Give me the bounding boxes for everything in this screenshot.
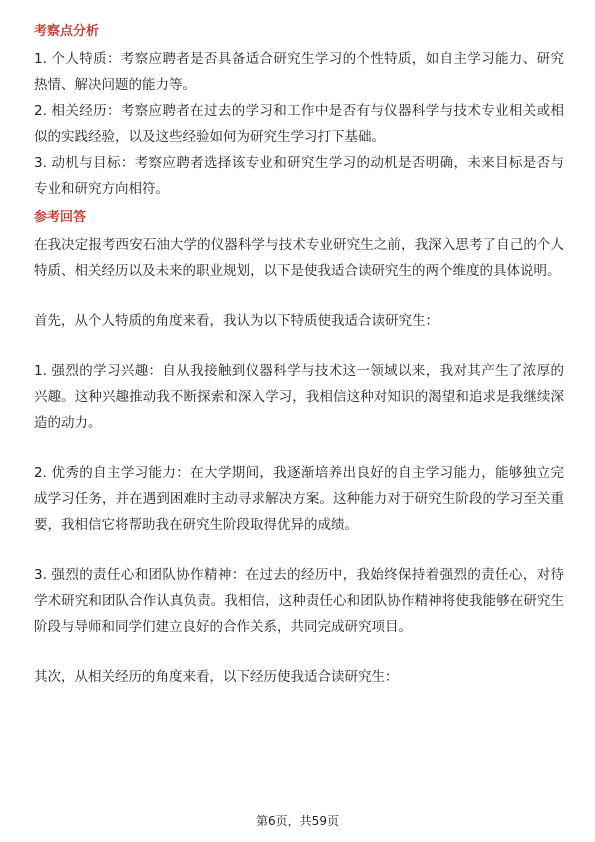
section-heading-answer: 参考回答 [34,210,87,225]
answer-first-point: 首先，从个人特质的角度来看，我认为以下特质使我适合读研究生： [34,313,439,329]
analysis-item-2: 2. 相关经历：考察应聘者在过去的学习和工作中是否有与仪器科学与技术专业相关或相似的实践经验，以及这些经验如何为研究生学习打下基础。 [34,103,564,145]
section-heading-analysis: 考察点分析 [34,24,100,39]
page-number: 第6页，共59页 [256,814,339,828]
trait-item-3: 3. 强烈的责任心和团队协作精神：在过去的经历中，我始终保持着强烈的责任心，对待学术研究和团队合作认真负责。我相信，这种责任心和团队协作精神将使我能够在研究生阶段与导师和同学们建立良好的合作关系，共同完成研究项目。 [34,567,564,635]
answer-second-point: 其次，从相关经历的角度来看，以下经历使我适合读研究生： [34,669,399,685]
trait-item-1: 1. 强烈的学习兴趣：自从我接触到仪器科学与技术这一领域以来，我对其产生了浓厚的兴趣。这种兴趣推动我不断探索和深入学习，我相信这种对知识的渴望和追求是我继续深造的动力。 [34,363,564,431]
analysis-item-3: 3. 动机与目标：考察应聘者选择该专业和研究生学习的动机是否明确，未来目标是否与专业和研究方向相符。 [34,155,564,197]
document-page [34,22,564,690]
answer-intro: 在我决定报考西安石油大学的仪器科学与技术专业研究生之前，我深入思考了自己的个人特质、相关经历以及未来的职业规划，以下是使我适合读研究生的两个维度的具体说明。 [34,237,564,279]
trait-item-2: 2. 优秀的自主学习能力：在大学期间，我逐渐培养出良好的自主学习能力，能够独立完成学习任务，并在遇到困难时主动寻求解决方案。这种能力对于研究生阶段的学习至关重要，我相信它将帮助我在研究生阶段取得优异的成绩。 [34,465,564,533]
spacer [34,538,564,562]
spacer [34,640,564,664]
spacer [34,334,564,358]
spacer [34,436,564,460]
analysis-item-1: 1. 个人特质：考察应聘者是否具备适合研究生学习的个性特质，如自主学习能力、研究热情、解决问题的能力等。 [34,51,564,93]
spacer [34,284,564,308]
